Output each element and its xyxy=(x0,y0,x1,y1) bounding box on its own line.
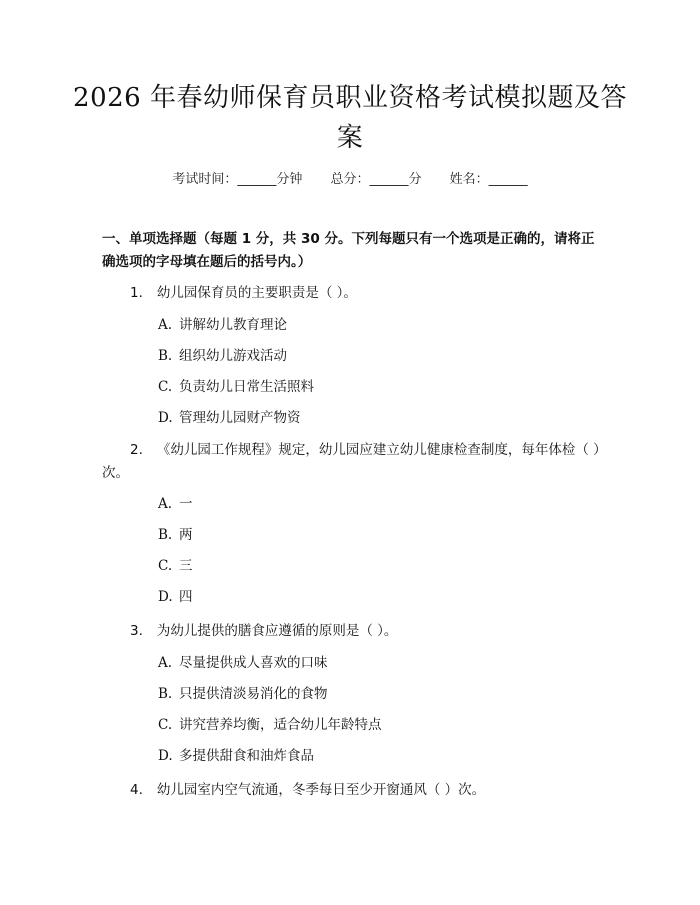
option-text: 只提供清淡易消化的食物 xyxy=(179,686,328,702)
question-text: 幼儿园室内空气流通，冬季每日至少开窗通风（ ）次。 xyxy=(156,782,486,798)
option-letter: B. xyxy=(158,527,173,543)
question-2-option-b xyxy=(158,525,193,545)
question-text: 幼儿园保育员的主要职责是（ ）。 xyxy=(156,285,357,301)
option-text: 两 xyxy=(179,527,193,543)
question-4 xyxy=(102,779,602,802)
question-3-option-d xyxy=(158,746,314,766)
question-3-option-a xyxy=(158,653,328,673)
option-text: 组织幼儿游戏活动 xyxy=(179,348,287,364)
option-letter: D. xyxy=(158,410,173,426)
option-text: 一 xyxy=(179,496,193,512)
document-title: 2026 年春幼师保育员职业资格考试模拟题及答案 xyxy=(73,83,627,153)
question-2 xyxy=(102,439,602,485)
option-text: 讲究营养均衡，适合幼儿年龄特点 xyxy=(179,717,382,733)
option-text: 三 xyxy=(179,558,193,574)
question-2-option-d xyxy=(158,587,193,607)
option-text: 负责幼儿日常生活照料 xyxy=(179,379,314,395)
option-text: 尽量提供成人喜欢的口味 xyxy=(179,655,328,671)
total-score-label: 总分：______分 xyxy=(330,172,422,187)
question-number: 3. xyxy=(130,623,143,639)
question-1-option-d xyxy=(158,408,301,428)
option-letter: B. xyxy=(158,686,173,702)
question-text: 为幼儿提供的膳食应遵循的原则是（ ）。 xyxy=(156,623,398,639)
option-letter: D. xyxy=(158,748,173,764)
option-letter: C. xyxy=(158,717,173,733)
name-label: 姓名：______ xyxy=(449,172,528,187)
question-3-option-c xyxy=(158,715,382,735)
question-3 xyxy=(102,620,602,643)
option-text: 四 xyxy=(179,589,193,605)
question-1-option-a xyxy=(158,315,287,335)
question-number: 1. xyxy=(130,285,143,301)
question-number: 4. xyxy=(130,782,143,798)
question-number: 2. xyxy=(130,442,143,458)
question-3-option-b xyxy=(158,684,328,704)
option-letter: C. xyxy=(158,379,173,395)
question-1-option-c xyxy=(158,377,314,397)
question-2-option-a xyxy=(158,494,193,514)
option-text: 多提供甜食和油炸食品 xyxy=(179,748,314,764)
section-heading: 一、单项选择题（每题 1 分，共 30 分。下列每题只有一个选项是正确的，请将正确选项的字母填在题后的括号内。） xyxy=(102,231,595,270)
question-1-option-b xyxy=(158,346,287,366)
question-1 xyxy=(102,282,602,305)
option-letter: A. xyxy=(158,496,173,512)
option-letter: C. xyxy=(158,558,173,574)
option-letter: A. xyxy=(158,655,173,671)
question-2-option-c xyxy=(158,556,193,576)
question-text: 《幼儿园工作规程》规定，幼儿园应建立幼儿健康检查制度，每年体检（ ）次。 xyxy=(102,442,600,481)
option-letter: B. xyxy=(158,348,173,364)
option-letter: D. xyxy=(158,589,173,605)
option-letter: A. xyxy=(158,317,173,333)
exam-time-label: 考试时间：______分钟 xyxy=(172,172,303,187)
exam-meta xyxy=(0,168,700,187)
option-text: 讲解幼儿教育理论 xyxy=(179,317,287,333)
option-text: 管理幼儿园财产物资 xyxy=(179,410,301,426)
